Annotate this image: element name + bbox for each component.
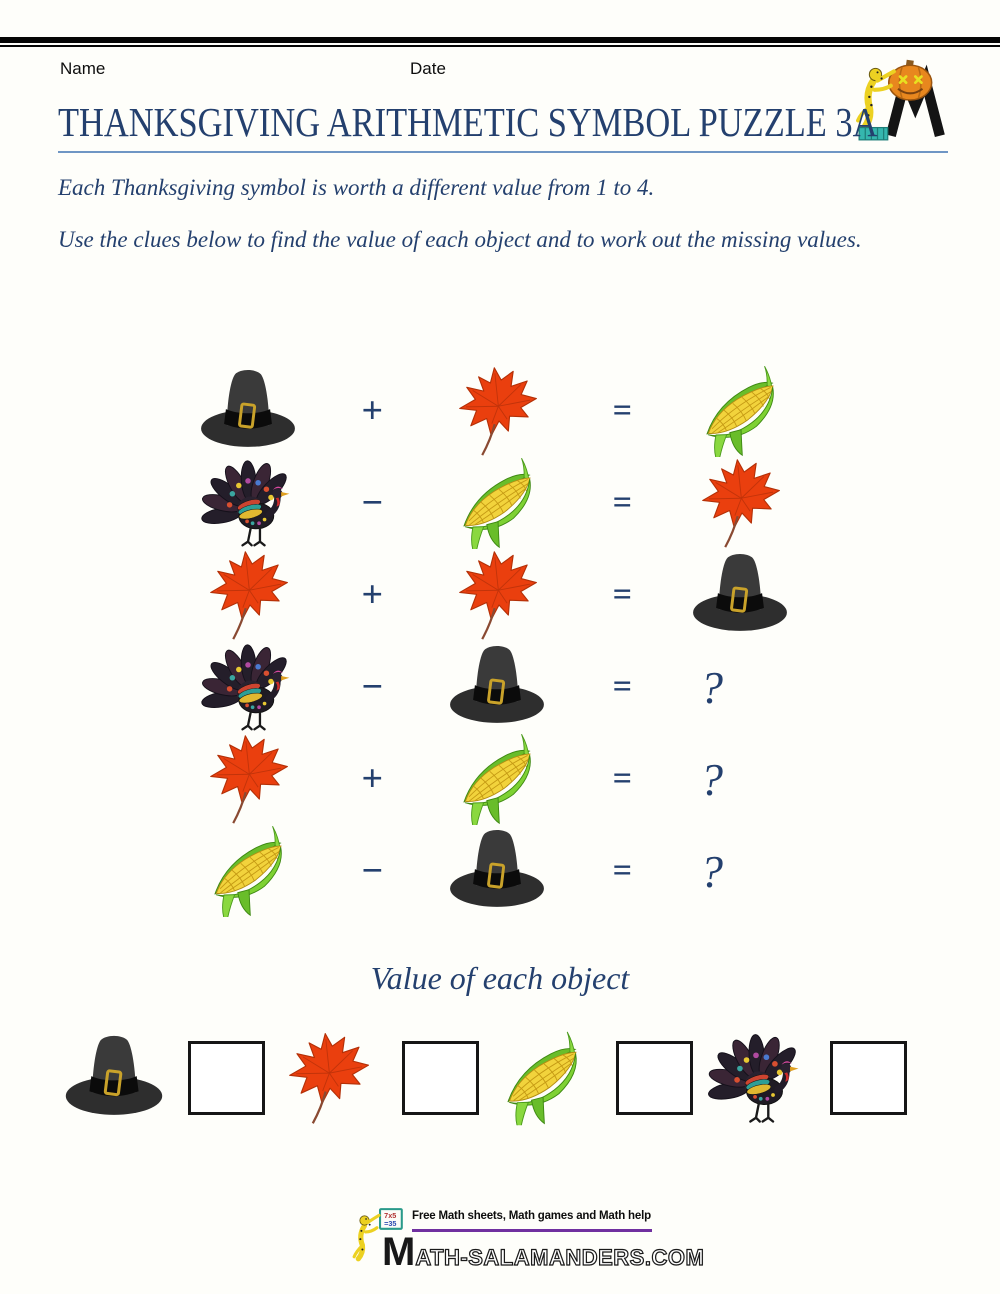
corn-icon	[678, 365, 802, 457]
operator-sign: +	[361, 574, 383, 616]
footer-tagline: Free Math sheets, Math games and Math help	[412, 1210, 651, 1222]
operator-sign: +	[361, 390, 383, 432]
answer-box[interactable]	[830, 1041, 907, 1115]
pumpkin-icon	[889, 60, 932, 100]
blackboard-line-2: =35	[384, 1219, 397, 1229]
footer	[352, 1200, 705, 1292]
wordmark-initial: M	[382, 1230, 416, 1274]
equation-right-symbol	[432, 825, 562, 917]
wordmark-text: ATH-SALAMANDERS.COM	[415, 1245, 705, 1270]
equation-left-symbol	[183, 825, 313, 917]
maple-leaf-icon	[186, 549, 310, 641]
equation-left-symbol	[183, 549, 313, 641]
pilgrim-hat-icon	[435, 641, 559, 733]
turkey-icon	[186, 457, 310, 549]
equation-right-symbol	[432, 365, 562, 457]
equation-right-symbol	[432, 733, 562, 825]
pilgrim-hat-icon	[678, 549, 802, 641]
equation-result	[672, 457, 807, 549]
intro-line-1: Each Thanksgiving symbol is worth a different value from 1 to 4.	[58, 175, 655, 200]
equals-sign: =	[612, 852, 632, 889]
equation-row	[0, 365, 1000, 457]
maple-leaf-icon	[276, 1029, 380, 1127]
equation-row	[0, 733, 1000, 825]
maple-leaf-icon	[435, 549, 559, 641]
operator-sign: −	[360, 482, 384, 524]
unknown-result: ?	[700, 661, 723, 713]
pilgrim-hat-icon	[62, 1029, 166, 1127]
equation-result	[672, 641, 807, 733]
answer-box[interactable]	[402, 1041, 479, 1115]
answer-box[interactable]	[188, 1041, 265, 1115]
value-item	[276, 1029, 479, 1127]
value-item	[62, 1029, 265, 1127]
equation-left-symbol	[183, 365, 313, 457]
operator-sign: −	[360, 666, 384, 708]
equations-section	[0, 365, 1000, 917]
turkey-icon	[704, 1029, 808, 1127]
pilgrim-hat-icon	[435, 825, 559, 917]
date-label: Date	[410, 59, 446, 78]
corn-icon	[186, 825, 310, 917]
equals-sign: =	[612, 760, 632, 797]
title-underline	[58, 151, 948, 153]
value-symbol	[276, 1029, 380, 1127]
value-item	[704, 1029, 907, 1127]
equals-sign: =	[612, 484, 632, 521]
equation-left-symbol	[183, 457, 313, 549]
value-symbol	[704, 1029, 808, 1127]
equation-row	[0, 549, 1000, 641]
maple-leaf-icon	[186, 733, 310, 825]
operator-sign: +	[361, 758, 383, 800]
unknown-result: ?	[700, 845, 723, 897]
equation-left-symbol	[183, 733, 313, 825]
equation-right-symbol	[432, 549, 562, 641]
corn-icon	[435, 733, 559, 825]
equals-sign: =	[612, 392, 632, 429]
equation-row	[0, 825, 1000, 917]
page-title: THANKSGIVING ARITHMETIC SYMBOL PUZZLE 3A	[58, 99, 878, 145]
name-label: Name	[60, 59, 106, 78]
equation-result	[672, 549, 807, 641]
intro-line-2: Use the clues below to find the value of each object and to work out the missing values.	[58, 227, 862, 252]
value-item	[490, 1029, 693, 1127]
pilgrim-hat-icon	[186, 365, 310, 457]
equation-result	[672, 733, 807, 825]
value-symbol	[490, 1029, 594, 1127]
operator-sign: −	[360, 850, 384, 892]
maple-leaf-icon	[435, 365, 559, 457]
equation-result	[672, 365, 807, 457]
maple-leaf-icon	[678, 457, 802, 549]
equation-right-symbol	[432, 641, 562, 733]
top-rule-thin	[0, 45, 1000, 47]
corn-icon	[490, 1029, 594, 1127]
value-of-each-object-row	[62, 1022, 907, 1134]
equation-right-symbol	[432, 457, 562, 549]
value-symbol	[62, 1029, 166, 1127]
equation-row	[0, 457, 1000, 549]
turkey-icon	[186, 641, 310, 733]
blackboard-line-1: 7x5	[384, 1210, 397, 1220]
equation-row	[0, 641, 1000, 733]
site-wordmark	[382, 1230, 704, 1275]
equals-sign: =	[612, 668, 632, 705]
equals-sign: =	[612, 576, 632, 613]
answer-box[interactable]	[616, 1041, 693, 1115]
equation-left-symbol	[183, 641, 313, 733]
unknown-result: ?	[700, 753, 723, 805]
corn-icon	[435, 457, 559, 549]
top-rule	[0, 37, 1000, 43]
values-heading: Value of each object	[370, 960, 630, 996]
equation-result	[672, 825, 807, 917]
